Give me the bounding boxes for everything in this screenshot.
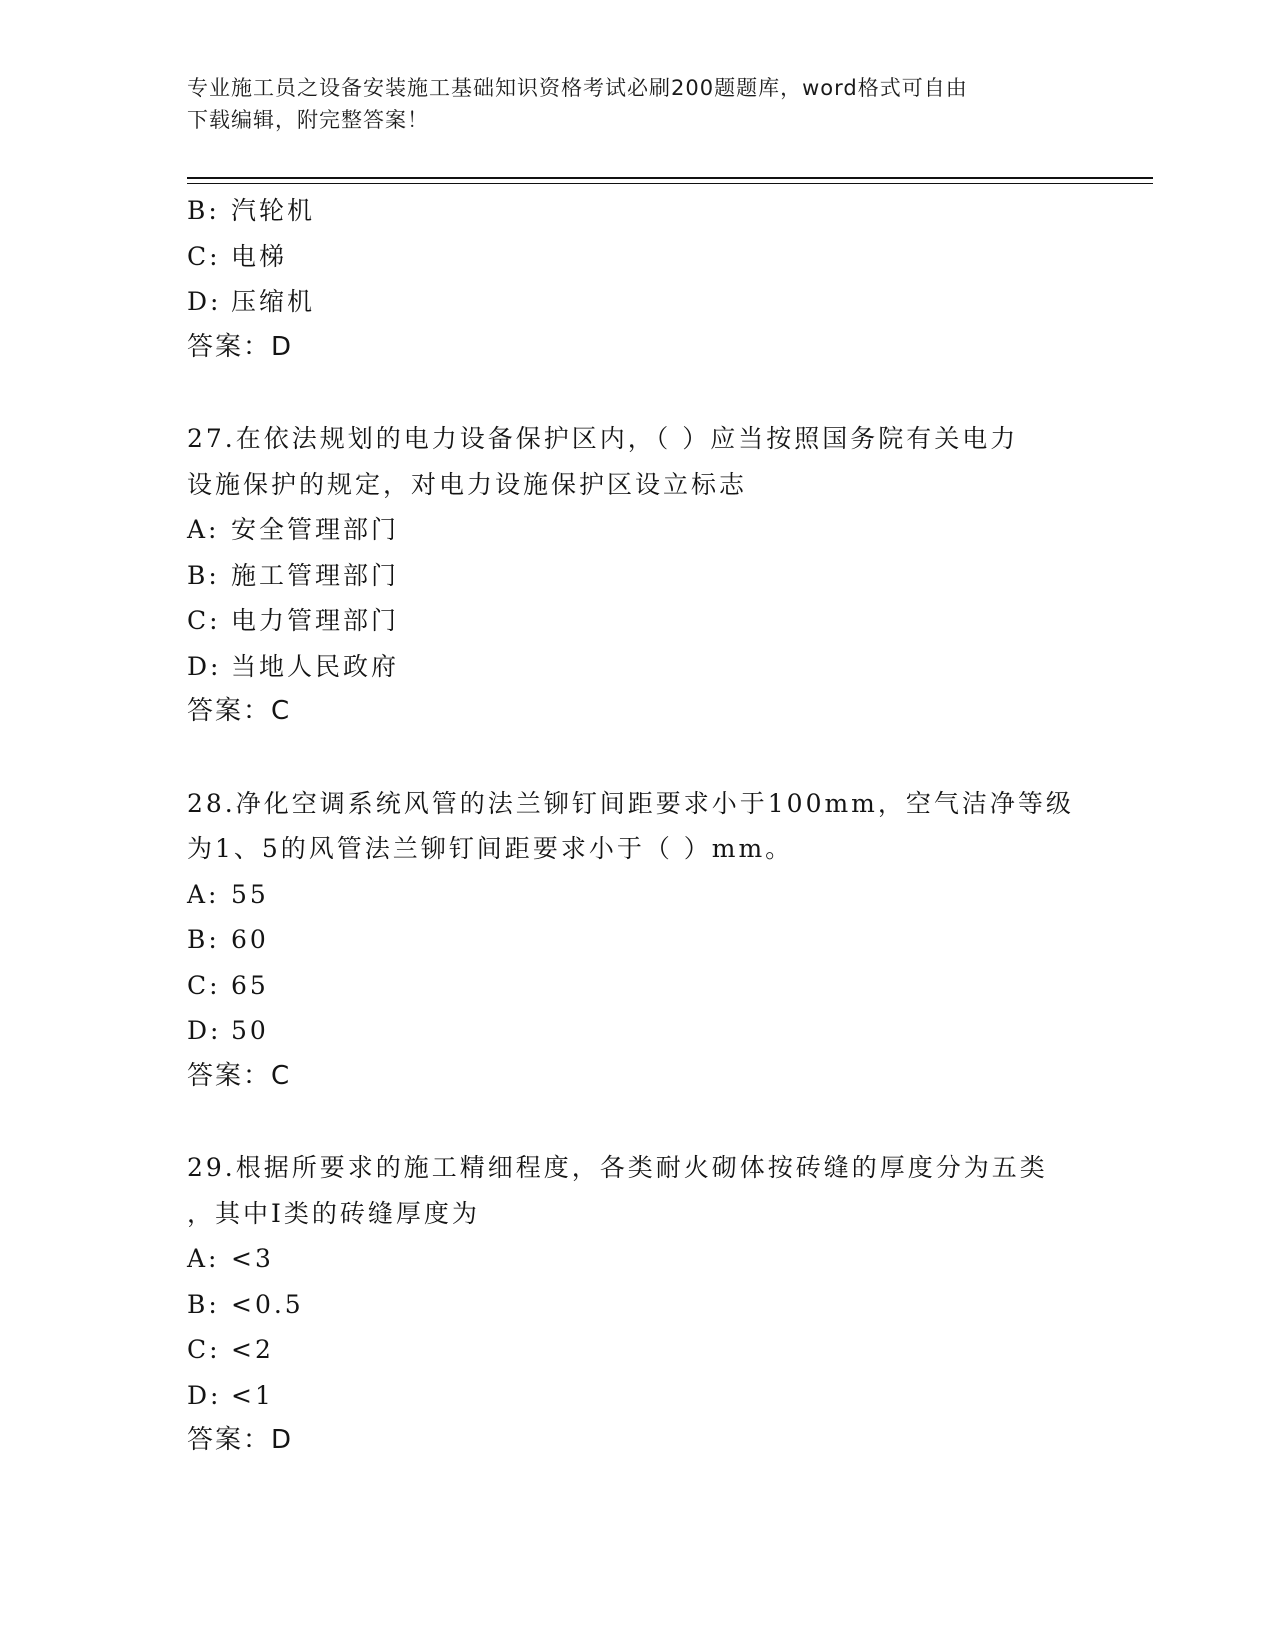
answer-line: 答案：C xyxy=(187,1060,292,1091)
option-text: <3 xyxy=(231,1244,274,1273)
option-c xyxy=(187,234,1087,280)
option-label: C: xyxy=(187,606,221,635)
option-text: 当地人民政府 xyxy=(231,651,400,681)
option-label: A: xyxy=(187,879,220,909)
option-label: D: xyxy=(187,1016,222,1045)
option-b xyxy=(187,917,1087,963)
option-text: 压缩机 xyxy=(231,287,316,316)
spacer xyxy=(187,370,1087,416)
option-text: <2 xyxy=(231,1335,274,1364)
question-block-27 xyxy=(187,416,1087,735)
option-text: 65 xyxy=(231,970,269,1000)
option-b xyxy=(187,1282,1087,1328)
option-b xyxy=(187,188,1087,234)
option-label: D: xyxy=(187,1380,222,1410)
option-c xyxy=(187,1327,1087,1373)
option-text: <0.5 xyxy=(231,1289,304,1319)
spacer xyxy=(187,735,1087,781)
question-text-line: 为1、5的风管法兰铆钉间距要求小于（ ）mm。 xyxy=(187,834,794,863)
option-text: 60 xyxy=(231,925,269,954)
option-d xyxy=(187,1373,1087,1419)
option-d xyxy=(187,279,1087,325)
option-label: D: xyxy=(187,287,222,316)
option-text: 汽轮机 xyxy=(231,196,316,225)
answer-line: 答案：D xyxy=(187,1425,294,1455)
option-a xyxy=(187,1236,1087,1282)
option-label: C: xyxy=(187,1335,221,1364)
option-label: D: xyxy=(187,651,222,681)
option-text: 电力管理部门 xyxy=(231,606,400,635)
question-text-line: 设施保护的规定，对电力设施保护区设立标志 xyxy=(187,469,748,499)
spacer xyxy=(187,1099,1087,1145)
question-text-line: 29.根据所要求的施工精细程度，各类耐火砌体按砖缝的厚度分为五类 xyxy=(187,1153,1048,1182)
answer-line: 答案：C xyxy=(187,696,292,726)
option-label: A: xyxy=(187,515,220,544)
option-d xyxy=(187,644,1087,690)
option-text: 施工管理部门 xyxy=(231,560,400,590)
option-label: C: xyxy=(187,970,221,1000)
option-label: B: xyxy=(187,1289,220,1319)
option-text: 50 xyxy=(231,1016,269,1045)
option-text: 电梯 xyxy=(231,241,288,271)
question-block-continued xyxy=(187,188,1087,370)
question-block-28 xyxy=(187,781,1087,1100)
answer-line: 答案：D xyxy=(187,331,294,362)
question-text-line: ，其中I类的砖缝厚度为 xyxy=(187,1198,480,1228)
option-text: 55 xyxy=(231,879,269,909)
option-text: <1 xyxy=(231,1380,274,1410)
option-label: B: xyxy=(187,925,220,954)
question-block-29 xyxy=(187,1145,1087,1464)
header-line-2: 下载编辑，附完整答案！ xyxy=(187,108,429,132)
option-label: A: xyxy=(187,1244,220,1273)
option-label: B: xyxy=(187,196,220,225)
header-line-1: 专业施工员之设备安装施工基础知识资格考试必刷200题题库，word格式可自由 xyxy=(187,76,968,100)
option-a xyxy=(187,507,1087,553)
question-text-line: 28.净化空调系统风管的法兰铆钉间距要求小于100mm，空气洁净等级 xyxy=(187,788,1074,818)
question-text-line: 27.在依法规划的电力设备保护区内，（ ）应当按照国务院有关电力 xyxy=(187,424,1019,453)
option-a xyxy=(187,872,1087,918)
option-c xyxy=(187,963,1087,1009)
option-text: 安全管理部门 xyxy=(231,515,400,544)
option-c xyxy=(187,598,1087,644)
option-label: B: xyxy=(187,560,220,590)
header-divider-thick xyxy=(187,177,1153,179)
document-header xyxy=(187,72,1087,136)
option-label: C: xyxy=(187,241,221,271)
option-b xyxy=(187,553,1087,599)
header-divider-thin xyxy=(187,183,1153,184)
question-content xyxy=(187,188,1087,1464)
option-d xyxy=(187,1008,1087,1054)
